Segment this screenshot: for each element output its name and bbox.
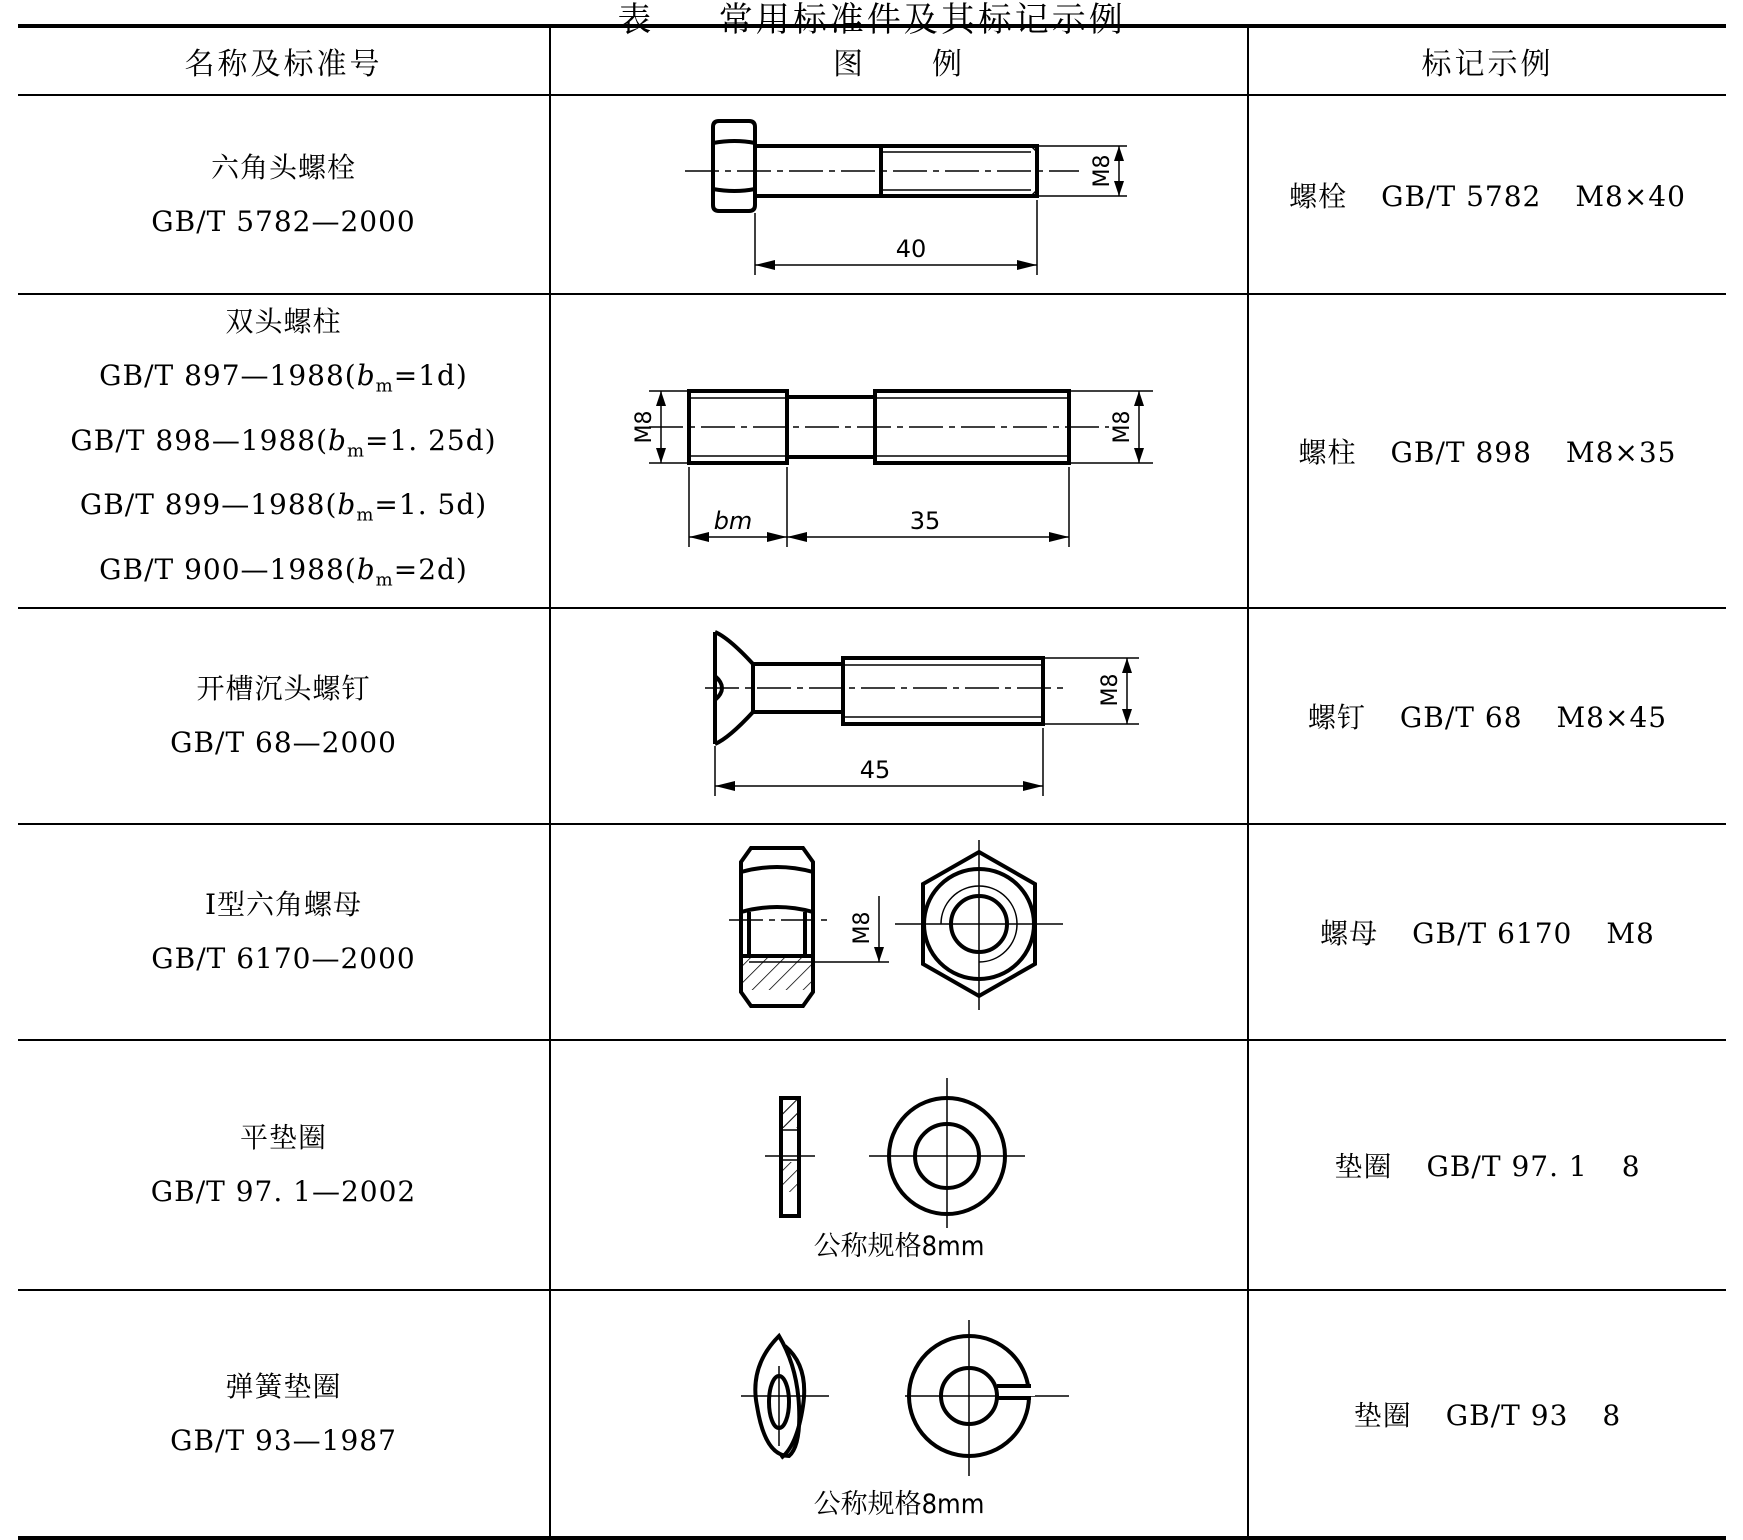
mark-cell xyxy=(1248,294,1726,608)
stud-drawing xyxy=(619,341,1179,561)
mark-kind: 螺钉 xyxy=(1307,701,1366,735)
mark-std: GB/T 93 xyxy=(1445,1398,1569,1432)
dim-length-label: 45 xyxy=(859,756,891,785)
part-standard: GB/T 5782—2000 xyxy=(151,204,416,238)
table-row xyxy=(18,1290,1726,1538)
figure-caption: 公称规格8mm xyxy=(813,1230,985,1262)
figure-cell xyxy=(550,608,1248,824)
name-cell xyxy=(18,608,550,824)
hex-bolt-drawing xyxy=(649,105,1149,285)
table-row xyxy=(18,1040,1726,1290)
mark-cell xyxy=(1248,95,1726,294)
mark-std: GB/T 898 xyxy=(1390,436,1532,470)
header-row xyxy=(18,26,1726,95)
mark-std: GB/T 5782 xyxy=(1381,179,1542,213)
mark-std: GB/T 6170 xyxy=(1412,917,1573,951)
figure-cell xyxy=(550,824,1248,1040)
figure-cell xyxy=(550,1290,1248,1538)
part-standard: GB/T 97. 1—2002 xyxy=(150,1175,417,1209)
part-name: 平垫圈 xyxy=(239,1121,327,1155)
name-cell xyxy=(18,95,550,294)
table-caption: 表 常用标准件及其标记示例 xyxy=(617,0,1126,40)
part-name: 弹簧垫圈 xyxy=(225,1369,342,1403)
name-cell xyxy=(18,1290,550,1538)
table-row xyxy=(18,824,1726,1040)
mark-std: GB/T 97. 1 xyxy=(1426,1150,1588,1184)
part-standard: GB/T $898—1988(b_m=1$. 25d) xyxy=(70,423,497,462)
hex-nut-drawing xyxy=(689,832,1109,1032)
part-standard: GB/T 6170—2000 xyxy=(151,942,416,976)
name-cell xyxy=(18,294,550,608)
mark-std: GB/T 68 xyxy=(1399,701,1523,735)
dim-m8-label: M8 xyxy=(1090,154,1115,187)
figure-caption: 公称规格8mm xyxy=(813,1489,985,1521)
spring-washer-drawing xyxy=(719,1306,1079,1486)
part-standard: GB/T 68—2000 xyxy=(170,726,397,760)
flat-washer-drawing xyxy=(729,1068,1069,1228)
mark-kind: 螺栓 xyxy=(1289,179,1348,213)
dim-m8-label: M8 xyxy=(1098,673,1123,707)
mark-cell xyxy=(1248,1040,1726,1290)
part-standard: GB/T $900—1988(b_m=2d)$ xyxy=(99,552,468,591)
mark-spec: 8 xyxy=(1621,1150,1641,1184)
header-figure: 图 例 xyxy=(550,26,1248,95)
name-cell xyxy=(18,1040,550,1290)
part-standard: GB/T $899—1988(b_m=1$. 5d) xyxy=(79,488,488,526)
countersunk-screw-drawing xyxy=(649,616,1149,816)
table-row xyxy=(18,294,1726,608)
mark-cell xyxy=(1248,1290,1726,1538)
figure-cell xyxy=(550,95,1248,294)
dim-bm-label: bm xyxy=(713,507,753,536)
table-row xyxy=(18,608,1726,824)
figure-cell xyxy=(550,294,1248,608)
part-standard: GB/T 93—1987 xyxy=(170,1423,397,1457)
mark-spec: M8×40 xyxy=(1575,179,1686,213)
name-cell xyxy=(18,824,550,1040)
mark-cell xyxy=(1248,824,1726,1040)
table-row xyxy=(18,95,1726,294)
mark-kind: 垫圈 xyxy=(1353,1398,1412,1432)
header-name: 名称及标准号 xyxy=(18,26,550,95)
part-name: 六角头螺栓 xyxy=(210,150,356,184)
part-name: Ⅰ型六角螺母 xyxy=(204,888,363,922)
standard-parts-table xyxy=(18,24,1726,1540)
figure-cell xyxy=(550,1040,1248,1290)
part-name: 双头螺柱 xyxy=(225,305,342,338)
dim-m8-left-label: M8 xyxy=(632,410,657,444)
mark-spec: M8×45 xyxy=(1556,701,1668,735)
mark-kind: 垫圈 xyxy=(1334,1150,1393,1184)
mark-kind: 螺柱 xyxy=(1298,436,1357,470)
dim-m8-right-label: M8 xyxy=(1110,410,1135,444)
header-mark: 标记示例 xyxy=(1248,26,1726,95)
part-name: 开槽沉头螺钉 xyxy=(196,672,371,706)
mark-kind: 螺母 xyxy=(1320,917,1379,951)
dim-m8-label: M8 xyxy=(850,911,875,945)
dim-length-label: 35 xyxy=(909,507,941,536)
mark-cell xyxy=(1248,608,1726,824)
dim-length-label: 40 xyxy=(895,234,927,263)
mark-spec: 8 xyxy=(1602,1398,1622,1432)
mark-spec: M8×35 xyxy=(1565,436,1677,470)
part-standard: GB/T $897—1988(b_m=1d)$ xyxy=(99,359,468,397)
mark-spec: M8 xyxy=(1606,917,1655,951)
